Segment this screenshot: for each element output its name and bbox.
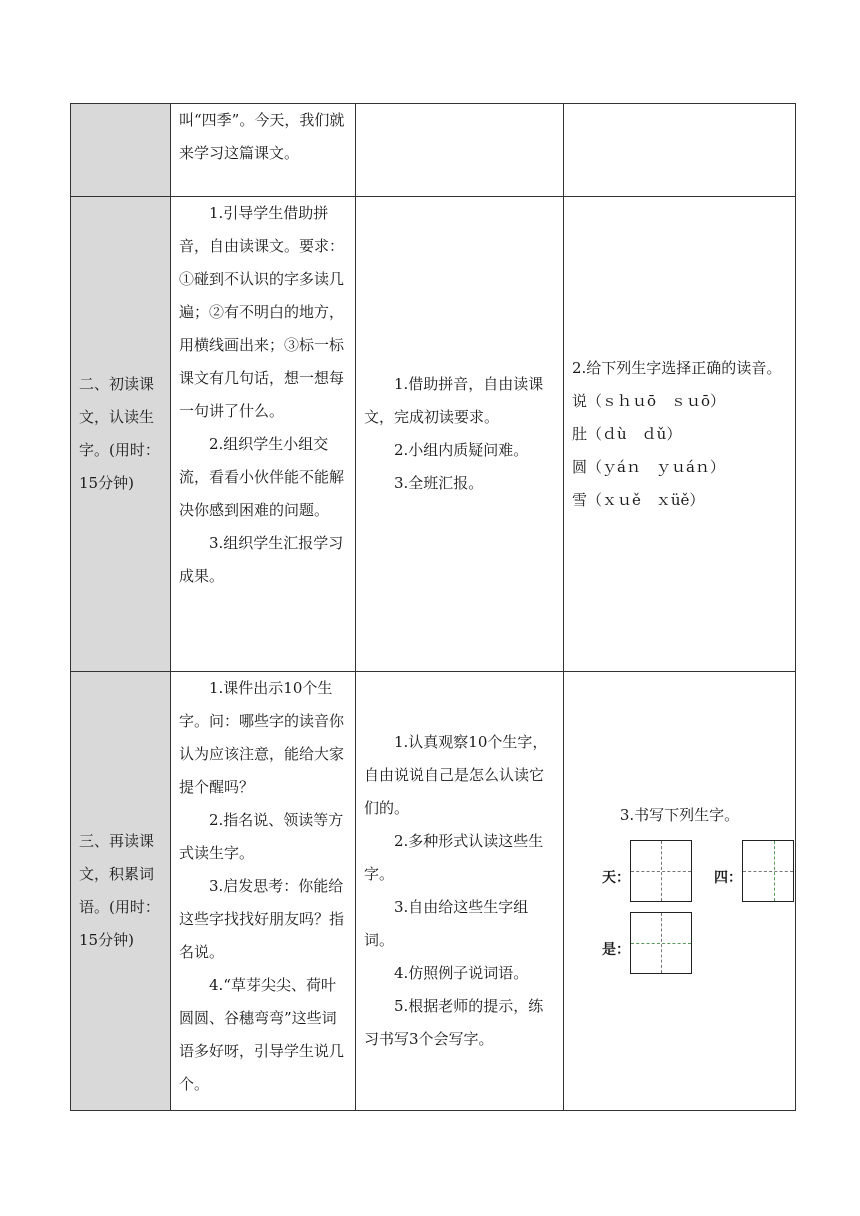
practice-question: 2.给下列生字选择正确的读音。 [572,358,782,377]
char-label-shi: 是： [602,942,630,958]
tianzige-grid [630,912,692,974]
table-row [71,104,796,197]
teacher-activity-text: 叫“四季”。今天，我们就来学习这篇课文。 [179,111,345,162]
char-label-tian: 天： [602,870,630,886]
practice-option: 说（ｓｈｕō ｓｕō） [572,391,726,410]
lesson-plan-table [70,103,796,1111]
teacher-step: 1.引导学生借助拼音，自由读课文。要求：①碰到不认识的字多读几遍；②有不明白的地方，用横线画出来；③标一标课文有几句话，想一想每一句讲了什么。 [179,204,345,420]
teacher-step: 1.课件出示10个生字。问：哪些字的读音你认为应该注意，能给大家提个醒吗？ [179,679,345,796]
table-row [71,672,796,1111]
practice-option: 圆（ｙáｎ ｙｕáｎ） [572,457,725,476]
student-activity-cell [356,672,564,1111]
teacher-activity-cell [171,197,356,672]
stage-cell [71,104,171,197]
stage-cell [71,672,171,1111]
student-step: 2.多种形式认读这些生字。 [364,832,544,883]
practice-cell [564,197,796,672]
teacher-step: 2.指名说、领读等方式读生字。 [179,811,344,862]
stage-cell [71,197,171,672]
practice-cell [564,104,796,197]
teacher-step: 2.组织学生小组交流，看看小伙伴能不能解决你感到困难的问题。 [179,435,345,519]
table-row [71,197,796,672]
student-step: 2.小组内质疑问难。 [394,441,529,459]
stage-title: 三、再读课文，积累词语。(用时：15分钟) [79,832,160,949]
tianzige-grid [630,840,692,902]
practice-cell [564,672,796,1111]
practice-option: 雪（ｘｕě ｘüě） [572,490,705,509]
stage-title: 二、初读课文，认读生字。(用时：15分钟) [79,375,160,492]
practice-question: 3.书写下列生字。 [619,806,740,824]
teacher-activity-cell [171,104,356,197]
student-activity-cell [356,104,564,197]
practice-option: 肚（ｄù ｄǔ） [572,424,682,443]
student-activity-cell [356,197,564,672]
student-step: 4.仿照例子说词语。 [394,964,529,982]
teacher-step: 4.“草芽尖尖、荷叶圆圆、谷穗弯弯”这些词语多好呀，引导学生说几个。 [179,976,345,1093]
teacher-step: 3.组织学生汇报学习成果。 [179,534,344,585]
teacher-step: 3.启发思考：你能给这些字找找好朋友吗？指名说。 [179,877,345,961]
tianzige-grid [742,840,794,902]
student-step: 1.认真观察10个生字，自由说说自己是怎么认读它们的。 [364,733,548,817]
student-step: 3.全班汇报。 [394,474,484,492]
char-label-si: 四： [714,870,742,886]
student-step: 5.根据老师的提示，练习书写3个会写字。 [364,997,544,1048]
student-step: 3.自由给这些生字组词。 [364,898,529,949]
handwriting-practice-area [572,840,787,1000]
teacher-activity-cell [171,672,356,1111]
student-step: 1.借助拼音，自由读课文，完成初读要求。 [364,375,544,426]
